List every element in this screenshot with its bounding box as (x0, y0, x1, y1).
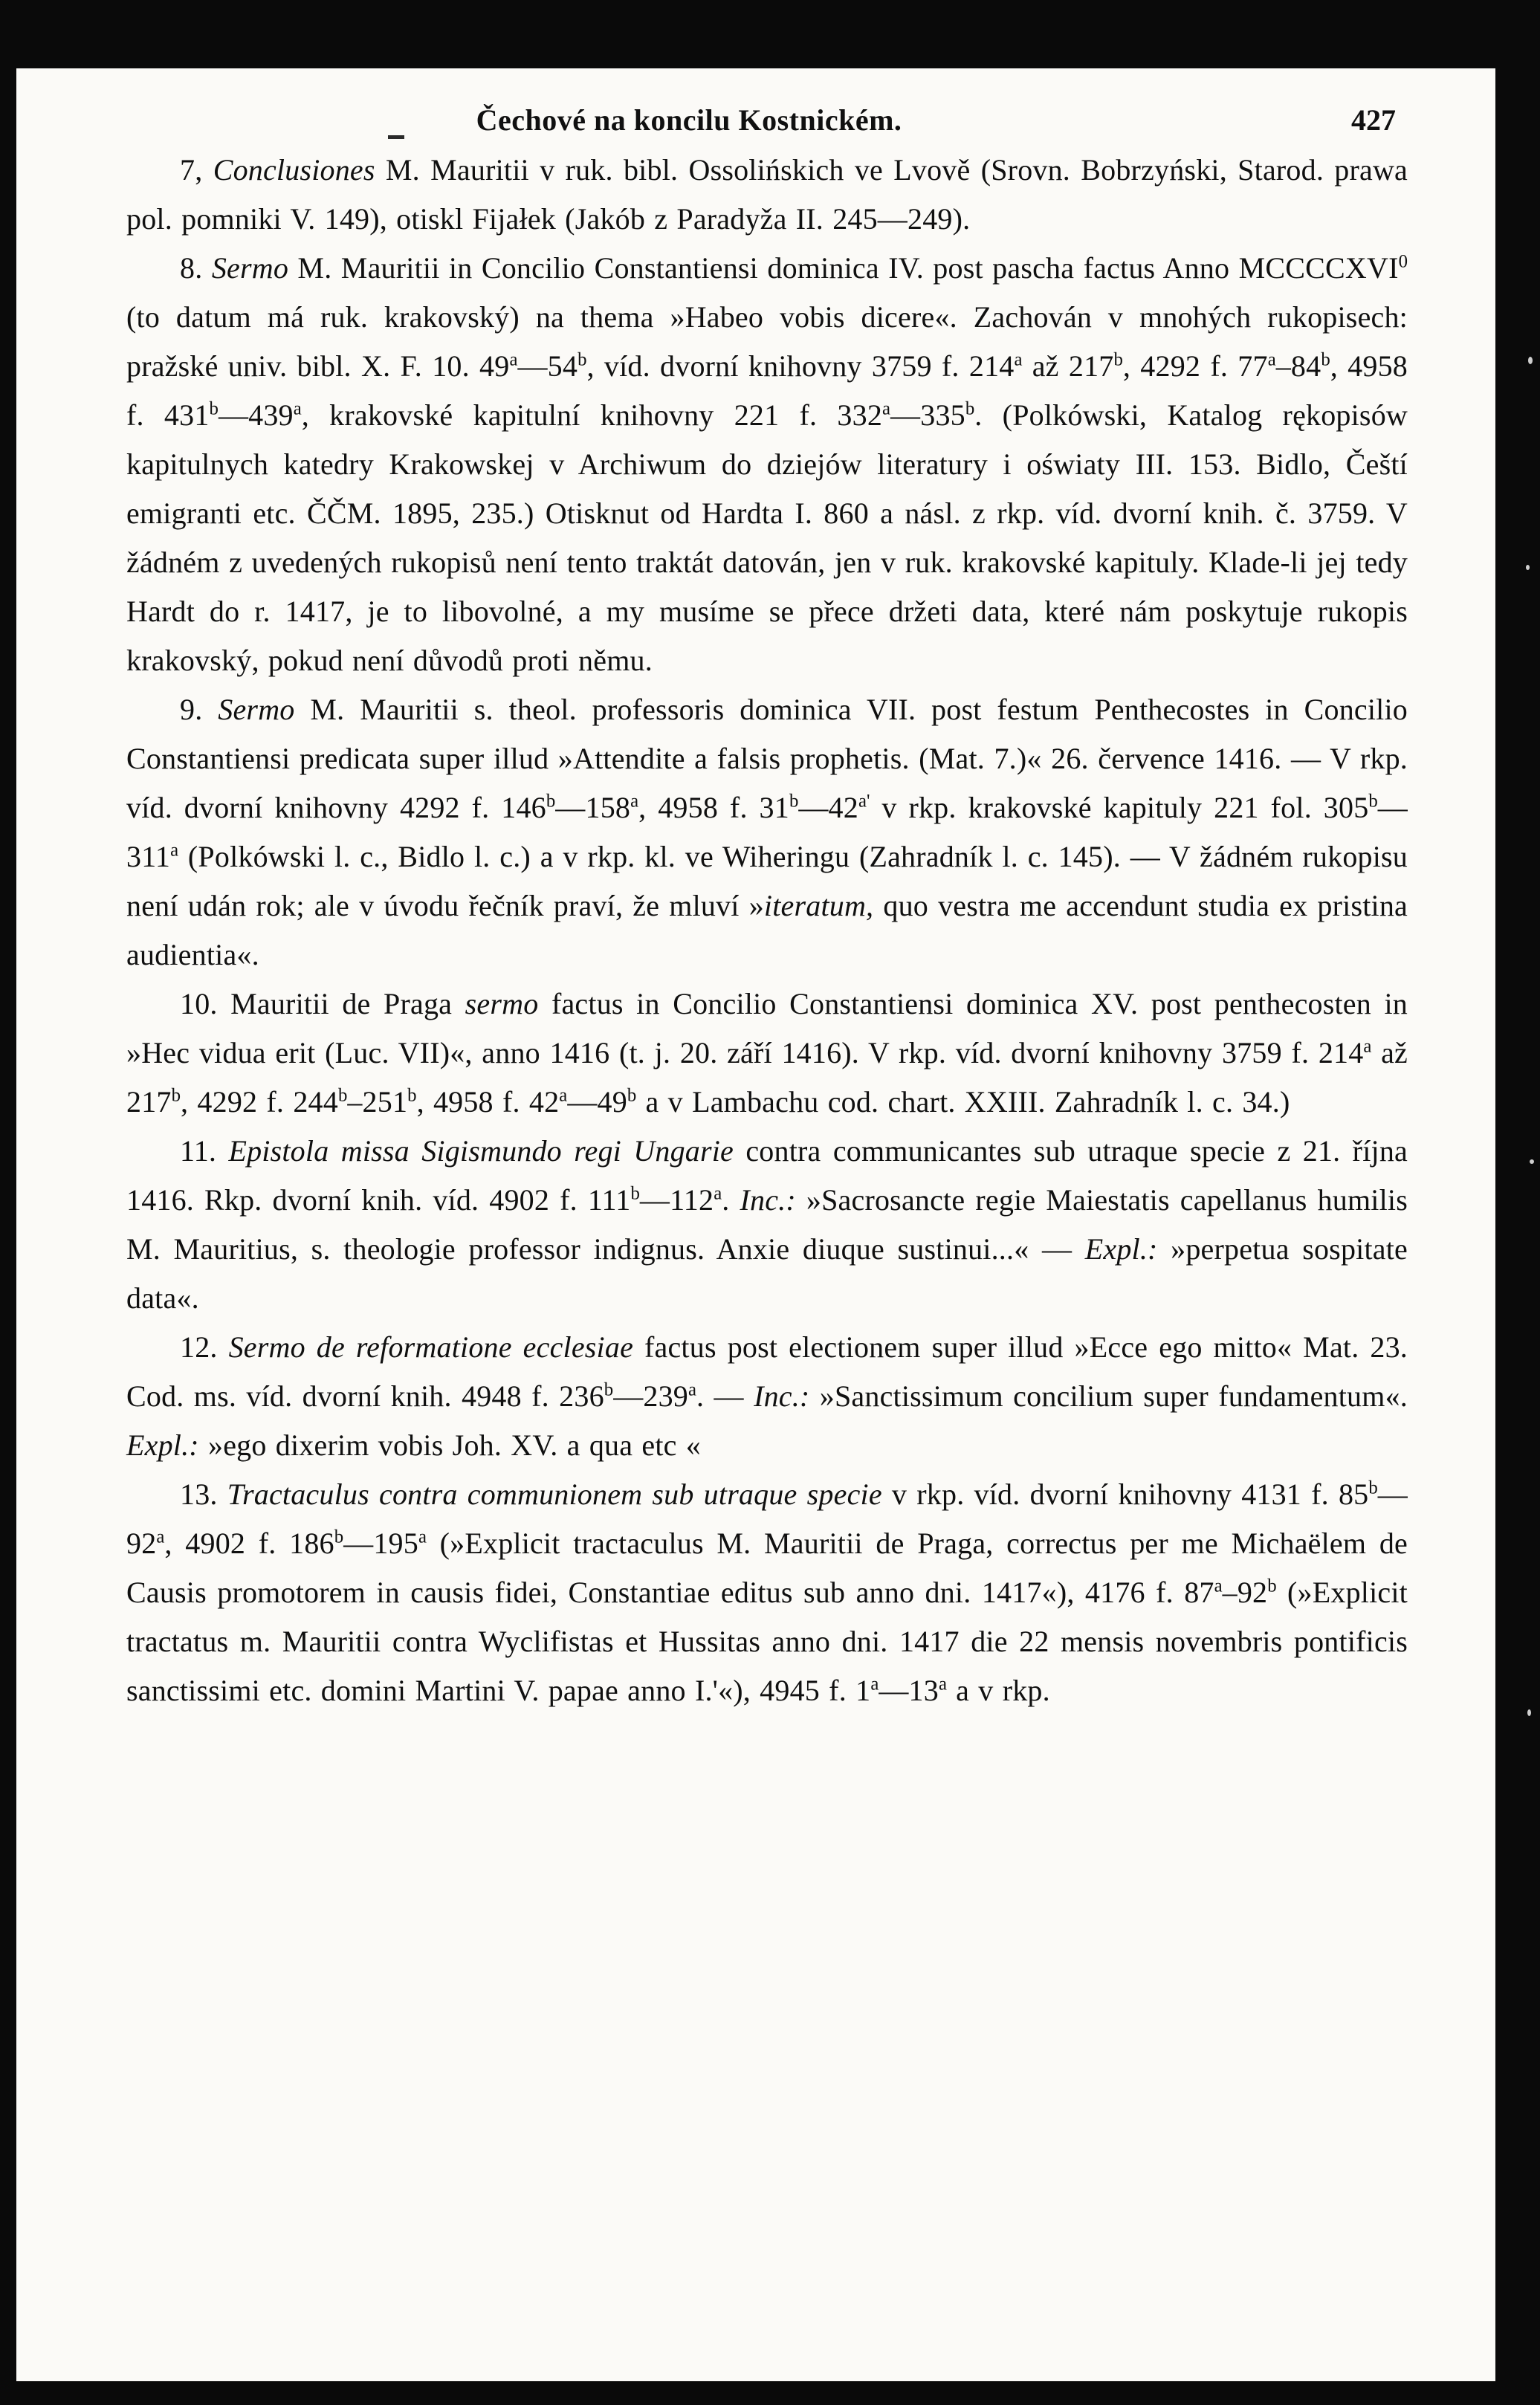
scan-speck (1528, 357, 1533, 364)
text-run: contra communicantes sub utraque specie z 21. října 1416. Rkp. dvorní knih. víd. 4902 f. 111 (126, 1134, 1408, 1217)
italic-text: Sermo de reformatione ecclesiae (228, 1330, 634, 1364)
superscript-text: b (209, 398, 219, 419)
text-run: v rkp. víd. dvorní knihovny 4131 f. 85 (881, 1477, 1369, 1511)
text-run: M. Mauritii s. theol. professoris dominica VII. post festum Penthecostes in Concilio Constantiensi predicata super illud »Attendite a falsis prophetis. (Mat. 7.)« 26. července 1416. — V rkp. víd. dvorní knihovny 4292 f. 146 (126, 693, 1408, 824)
superscript-text: b (965, 398, 975, 419)
superscript-text: b (1321, 349, 1330, 370)
superscript-text: b (407, 1085, 417, 1106)
superscript-text: a (418, 1527, 427, 1547)
page-number: 427 (1351, 103, 1396, 137)
text-run: quo vestra me accendunt studia ex pristina audientia«. (126, 889, 1408, 971)
text-run: 10. Mauritii de Praga (180, 987, 465, 1020)
superscript-text: 0 (1398, 251, 1408, 272)
text-run: , 4292 f. 244 (181, 1085, 338, 1119)
superscript-text: a (1267, 349, 1276, 370)
italic-text: sermo (465, 987, 539, 1020)
text-run: v rkp. krakovské kapituly 221 fol. 305 (870, 791, 1369, 824)
italic-text: Conclusiones (213, 153, 375, 187)
superscript-text: a (293, 398, 302, 419)
paragraph (126, 244, 1408, 685)
text-run: —195 (343, 1527, 418, 1560)
italic-text: Inc.: (754, 1379, 810, 1413)
text-run: »Sacrosancte regie Maiestatis capellanus humilis M. Mauritius, s. theologie professor indignus. Anxie diuque sustinui...« — (126, 1183, 1408, 1266)
superscript-text: a (688, 1379, 697, 1400)
italic-text: Epistola missa Sigismundo regi Ungarie (228, 1134, 734, 1168)
scan-speck (1527, 1709, 1531, 1716)
italic-text: Expl.: (1084, 1232, 1158, 1266)
text-run: 13. (180, 1477, 227, 1511)
superscript-text: b (1368, 1477, 1378, 1498)
text-run: —112 (639, 1183, 714, 1217)
superscript-text: a (870, 1674, 879, 1694)
text-run: 12. (180, 1330, 229, 1364)
italic-text: Expl.: (126, 1428, 199, 1462)
superscript-text: b (1368, 791, 1378, 812)
text-run: —239 (613, 1379, 688, 1413)
superscript-text: b (630, 1183, 640, 1204)
superscript-text: b (604, 1379, 614, 1400)
text-run: , víd. dvorní knihovny 3759 f. 214 (586, 349, 1015, 383)
text-run: (Polkówski l. c., Bidlo l. c.) a v rkp. kl. ve Wiheringu (Zahradník l. c. 145). — V žádném rukopisu není udán rok; ale v úvodu řečník praví, že mluví » (126, 840, 1408, 922)
superscript-text: a (509, 349, 518, 370)
italic-text: Sermo (211, 251, 289, 285)
text-run: —439 (218, 398, 294, 432)
text-run: , krakovské kapitulní knihovny 221 f. 332 (301, 398, 883, 432)
text-run: 11. (180, 1134, 229, 1168)
superscript-text: b (789, 791, 799, 812)
paragraph (126, 685, 1408, 980)
text-run: –251 (347, 1085, 408, 1119)
superscript-text: a (938, 1674, 947, 1694)
text-run: —92 (126, 1477, 1408, 1560)
text-run: 9. (180, 693, 219, 726)
superscript-text: b (1267, 1576, 1277, 1596)
paragraph (126, 146, 1408, 244)
text-run: —311 (126, 791, 1408, 873)
page-text (126, 146, 1408, 1715)
text-run: . (722, 1183, 740, 1217)
superscript-text: a' (858, 791, 870, 812)
text-run: . (Polkówski, Katalog rękopisów kapitulnych katedry Krakowskej v Archiwum do dziejów literatury i oświaty III. 153. Bidlo, Čeští emigranti etc. ČČM. 1895, 235.) Otisknut od Hardta I. 860 a násl. z rkp. víd. dvorní knih. č. 3759. V žádném z uvedených rukopisů není tento traktát datován, jen v ruk. krakovské kapituly. Klade-li jej tedy Hardt do r. 1417, je to libovolné, a my musíme se přece držeti data, které nám poskytuje rukopis krakovský, pokud není důvodů proti němu. (126, 398, 1408, 677)
text-run: , 4958 f. 31 (638, 791, 789, 824)
text-run: až 217 (1022, 349, 1114, 383)
text-run: až 217 (126, 1036, 1408, 1119)
text-run: , 4958 f. 431 (126, 349, 1408, 432)
text-run: —158 (555, 791, 631, 824)
paragraph (126, 1127, 1408, 1323)
running-title: Čechové na koncilu Kostnickém. (476, 103, 902, 137)
text-run: . — (696, 1379, 754, 1413)
superscript-text: b (171, 1085, 181, 1106)
superscript-text: a (559, 1085, 568, 1106)
text-run: M. Mauritii v ruk. bibl. Ossolińskich ve Lvově (Srovn. Bobrzyński, Starod. prawa pol. pomniki V. 149), otiskl Fijałek (Jakób z Paradyža II. 245—249). (126, 153, 1408, 236)
text-run: , 4958 f. 42 (416, 1085, 560, 1119)
superscript-text: a (1214, 1576, 1223, 1596)
text-run: 7, (180, 153, 213, 187)
text-run: —49 (567, 1085, 627, 1119)
italic-text: Inc.: (740, 1183, 796, 1217)
superscript-text: a (882, 398, 891, 419)
text-run: a v rkp. (946, 1674, 1050, 1707)
superscript-text: b (546, 791, 556, 812)
text-run: factus in Concilio Constantiensi dominica XV. post penthecosten in »Hec vidua erit (Luc. VII)«, anno 1416 (t. j. 20. září 1416). V rkp. víd. dvorní knihovny 3759 f. 214 (126, 987, 1408, 1069)
text-run: factus post electionem super illud »Ecce ego mitto« Mat. 23. Cod. ms. víd. dvorní knih. 4948 f. 236 (126, 1330, 1408, 1413)
superscript-text: a (714, 1183, 722, 1204)
text-run: —335 (890, 398, 965, 432)
book-page (16, 68, 1495, 2381)
text-run: –92 (1222, 1576, 1268, 1609)
text-run: , 4292 f. 77 (1122, 349, 1268, 383)
text-run: 8. (180, 251, 212, 285)
paragraph (126, 1323, 1408, 1470)
text-run: (»Explicit tractaculus M. Mauritii de Praga, correctus per me Michaëlem de Causis promotorem in causis fidei, Constantiae editus sub anno dni. 1417«), 4176 f. 87 (126, 1527, 1408, 1609)
text-run: »Sanctissimum concilium super fundamentum«. (809, 1379, 1408, 1413)
text-run: »ego dixerim vobis Joh. XV. a qua etc « (198, 1428, 701, 1462)
superscript-text: a (1363, 1036, 1372, 1057)
superscript-text: a (1014, 349, 1023, 370)
text-run: —13 (879, 1674, 939, 1707)
paragraph (126, 980, 1408, 1127)
text-run: , 4902 f. 186 (164, 1527, 334, 1560)
superscript-text: b (337, 1085, 348, 1106)
superscript-text: a (630, 791, 639, 812)
superscript-text: a (156, 1527, 165, 1547)
text-run: –84 (1275, 349, 1321, 383)
text-run: (to datum má ruk. krakovský) na thema »Habeo vobis dicere«. Zachován v mnohých rukopisech: pražské univ. bibl. X. F. 10. 49 (126, 300, 1408, 383)
text-run: (»Explicit tractatus m. Mauritii contra Wyclifistas et Hussitas anno dni. 1417 die 22 mensis novembris pontificis sanctissimi etc. domini Martini V. papae anno I.'«), 4945 f. 1 (126, 1576, 1408, 1707)
italic-text: Sermo (218, 693, 295, 726)
superscript-text: b (627, 1085, 637, 1106)
italic-text: iteratum, (763, 889, 874, 922)
page-header (126, 103, 1408, 150)
superscript-text: b (1113, 349, 1123, 370)
text-run: —54 (517, 349, 578, 383)
scan-speck (1526, 565, 1530, 570)
text-run: a v Lambachu cod. chart. XXIII. Zahradník l. c. 34.) (636, 1085, 1290, 1119)
text-run: M. Mauritii in Concilio Constantiensi dominica IV. post pascha factus Anno MCCCCXVI (288, 251, 1399, 285)
text-run: »perpetua sospitate data«. (126, 1232, 1408, 1315)
italic-text: Tractaculus contra communionem sub utraque specie (227, 1477, 882, 1511)
text-run: —42 (798, 791, 858, 824)
scan-speck (1530, 1159, 1534, 1164)
paragraph (126, 1470, 1408, 1715)
superscript-text: b (334, 1527, 344, 1547)
superscript-text: b (578, 349, 587, 370)
superscript-text: a (170, 840, 179, 861)
